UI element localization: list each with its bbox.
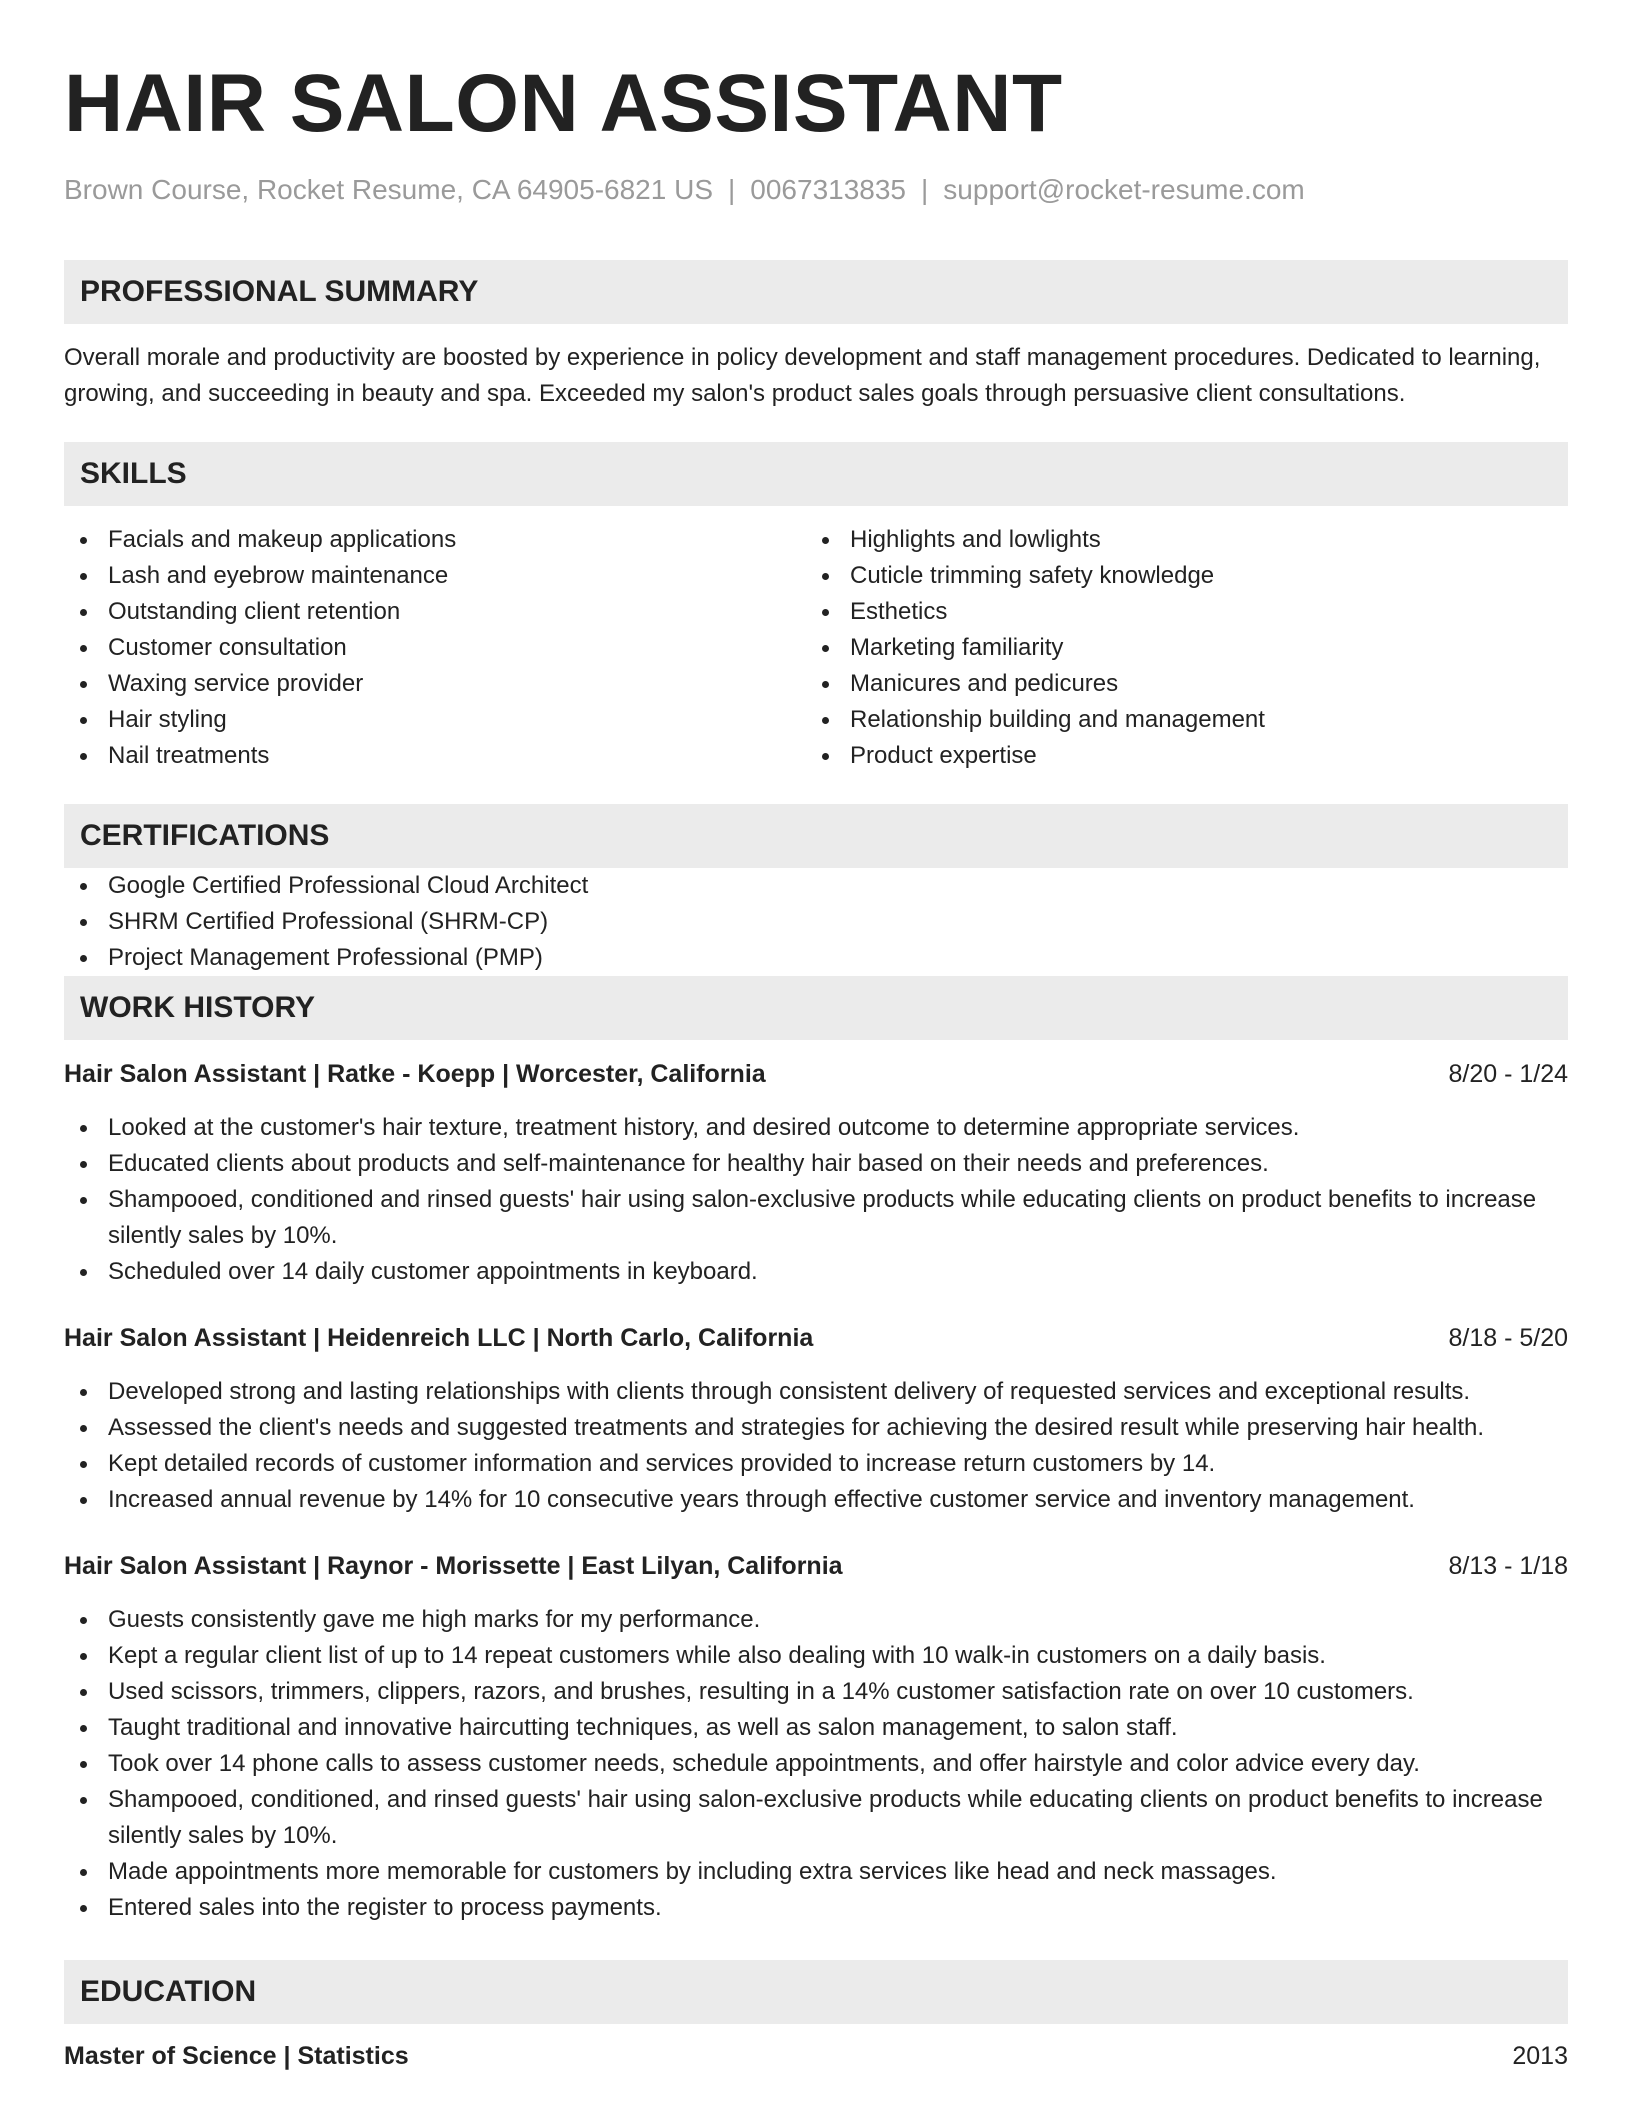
job-dates: 8/18 - 5/20 — [1448, 1324, 1568, 1352]
education-date: 2013 — [1512, 2042, 1568, 2070]
skill-item: Nail treatments — [64, 738, 806, 774]
skill-item: Relationship building and management — [806, 702, 1548, 738]
skills-column-left — [64, 522, 806, 774]
section-heading-work-history: WORK HISTORY — [64, 976, 1568, 1040]
job-title: Hair Salon Assistant | Raynor - Morissette | East Lilyan, California — [64, 1552, 843, 1580]
job-bullet: Entered sales into the register to process payments. — [64, 1890, 1568, 1926]
education-title: Master of Science | Statistics — [64, 2042, 409, 2070]
job-header — [64, 1056, 1568, 1092]
skill-item: Highlights and lowlights — [806, 522, 1548, 558]
job-bullet: Guests consistently gave me high marks for my performance. — [64, 1602, 1568, 1638]
job-title: Hair Salon Assistant | Ratke - Koepp | Worcester, California — [64, 1060, 766, 1088]
job-header — [64, 1320, 1568, 1356]
contact-line — [64, 172, 1568, 208]
contact-separator: | — [921, 174, 929, 205]
education-entry — [64, 2038, 1568, 2074]
skill-item: Customer consultation — [64, 630, 806, 666]
skill-item: Hair styling — [64, 702, 806, 738]
resume-name: HAIR SALON ASSISTANT — [64, 58, 1063, 149]
job-entry — [64, 1320, 1568, 1518]
section-heading-certifications: CERTIFICATIONS — [64, 804, 1568, 868]
job-bullet: Shampooed, conditioned, and rinsed guests' hair using salon-exclusive products while educating clients on product benefits to increase silently sales by 10%. — [64, 1782, 1568, 1854]
job-bullet: Made appointments more memorable for customers by including extra services like head and neck massages. — [64, 1854, 1568, 1890]
skill-item: Cuticle trimming safety knowledge — [806, 558, 1548, 594]
skill-item: Facials and makeup applications — [64, 522, 806, 558]
skill-item: Manicures and pedicures — [806, 666, 1548, 702]
job-bullet: Looked at the customer's hair texture, treatment history, and desired outcome to determine appropriate services. — [64, 1110, 1568, 1146]
job-bullet: Increased annual revenue by 14% for 10 consecutive years through effective customer service and inventory management. — [64, 1482, 1568, 1518]
skill-item: Waxing service provider — [64, 666, 806, 702]
job-bullet: Shampooed, conditioned and rinsed guests' hair using salon-exclusive products while educating clients on product benefits to increase silently sales by 10%. — [64, 1182, 1568, 1254]
skill-item: Marketing familiarity — [806, 630, 1548, 666]
job-bullet: Developed strong and lasting relationships with clients through consistent delivery of requested services and exceptional results. — [64, 1374, 1568, 1410]
certifications-list — [64, 868, 1568, 976]
job-bullet: Took over 14 phone calls to assess customer needs, schedule appointments, and offer hairstyle and color advice every day. — [64, 1746, 1568, 1782]
skill-item: Outstanding client retention — [64, 594, 806, 630]
job-bullet: Kept detailed records of customer information and services provided to increase return customers by 14. — [64, 1446, 1568, 1482]
certification-item: Project Management Professional (PMP) — [64, 940, 1568, 976]
skill-item: Esthetics — [806, 594, 1548, 630]
section-heading-summary: PROFESSIONAL SUMMARY — [64, 260, 1568, 324]
job-title: Hair Salon Assistant | Heidenreich LLC | North Carlo, California — [64, 1324, 814, 1352]
resume-content — [64, 56, 1568, 2074]
job-bullets — [64, 1110, 1568, 1290]
skill-item: Lash and eyebrow maintenance — [64, 558, 806, 594]
summary-text: Overall morale and productivity are boosted by experience in policy development and staff management procedures. Dedicated to learning, growing, and succeeding in beauty and spa. Exceeded my salon's product sales goals through persuasive client consultations. — [64, 344, 1541, 407]
skill-item: Product expertise — [806, 738, 1548, 774]
job-header — [64, 1548, 1568, 1584]
contact-email: support@rocket-resume.com — [943, 174, 1305, 205]
job-bullet: Educated clients about products and self-maintenance for healthy hair based on their needs and preferences. — [64, 1146, 1568, 1182]
skills-list — [64, 522, 1568, 774]
contact-separator: | — [728, 174, 736, 205]
job-dates: 8/20 - 1/24 — [1448, 1060, 1568, 1088]
job-dates: 8/13 - 1/18 — [1448, 1552, 1568, 1580]
contact-address: Brown Course, Rocket Resume, CA 64905-6821 US — [64, 174, 713, 205]
job-bullets — [64, 1374, 1568, 1518]
certification-item: Google Certified Professional Cloud Architect — [64, 868, 1568, 904]
contact-phone: 0067313835 — [750, 174, 907, 205]
section-heading-education: EDUCATION — [64, 1960, 1568, 2024]
job-bullet: Assessed the client's needs and suggested treatments and strategies for achieving the desired result while preserving hair health. — [64, 1410, 1568, 1446]
job-bullet: Scheduled over 14 daily customer appointments in keyboard. — [64, 1254, 1568, 1290]
job-bullets — [64, 1602, 1568, 1926]
certification-item: SHRM Certified Professional (SHRM-CP) — [64, 904, 1568, 940]
skills-column-right — [806, 522, 1548, 774]
job-bullet: Taught traditional and innovative haircutting techniques, as well as salon management, to salon staff. — [64, 1710, 1568, 1746]
job-bullet: Used scissors, trimmers, clippers, razors, and brushes, resulting in a 14% customer satisfaction rate on over 10 customers. — [64, 1674, 1568, 1710]
job-entry — [64, 1548, 1568, 1926]
section-heading-skills: SKILLS — [64, 442, 1568, 506]
job-bullet: Kept a regular client list of up to 14 repeat customers while also dealing with 10 walk-in customers on a daily basis. — [64, 1638, 1568, 1674]
job-entry — [64, 1056, 1568, 1290]
